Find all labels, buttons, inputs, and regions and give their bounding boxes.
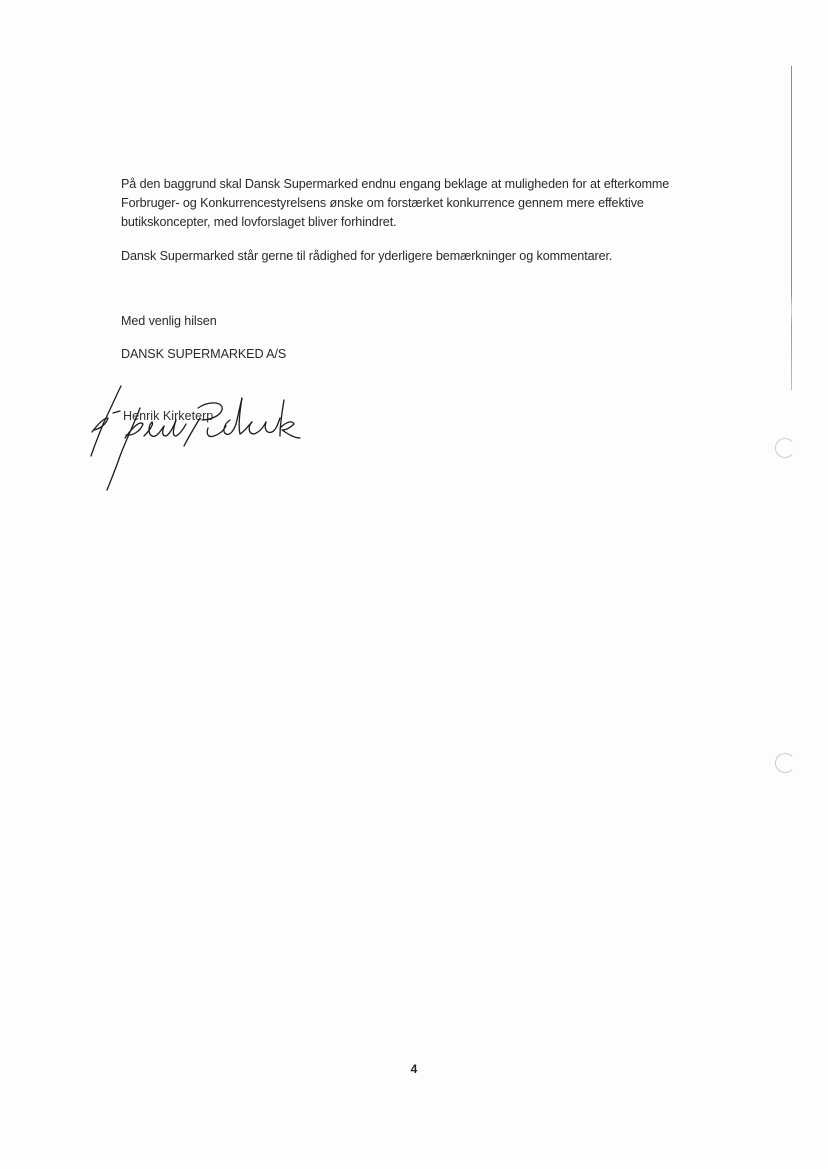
body-paragraph-1: På den baggrund skal Dansk Supermarked endnu engang beklage at muligheden for at efterkomme Forbruger- og Konkurrencestyrelsens ønske om forstærket konkurrence gennem mere effektive butikskoncepter, med lovforslaget bliver forhindret. xyxy=(121,177,670,229)
page-number: 4 xyxy=(410,1062,418,1076)
punch-hole-upper xyxy=(775,438,795,458)
closing-salutation: Med venlig hilsen xyxy=(121,314,217,328)
body-paragraph-2: Dansk Supermarked står gerne til rådighed for yderligere bemærkninger og kommentarer. xyxy=(121,249,613,263)
scan-edge-line xyxy=(791,66,792,390)
punch-hole-lower xyxy=(775,753,795,773)
handwritten-signature xyxy=(80,380,320,495)
signer-name: Henrik Kirketerp xyxy=(123,409,214,423)
company-name: DANSK SUPERMARKED A/S xyxy=(121,347,287,361)
